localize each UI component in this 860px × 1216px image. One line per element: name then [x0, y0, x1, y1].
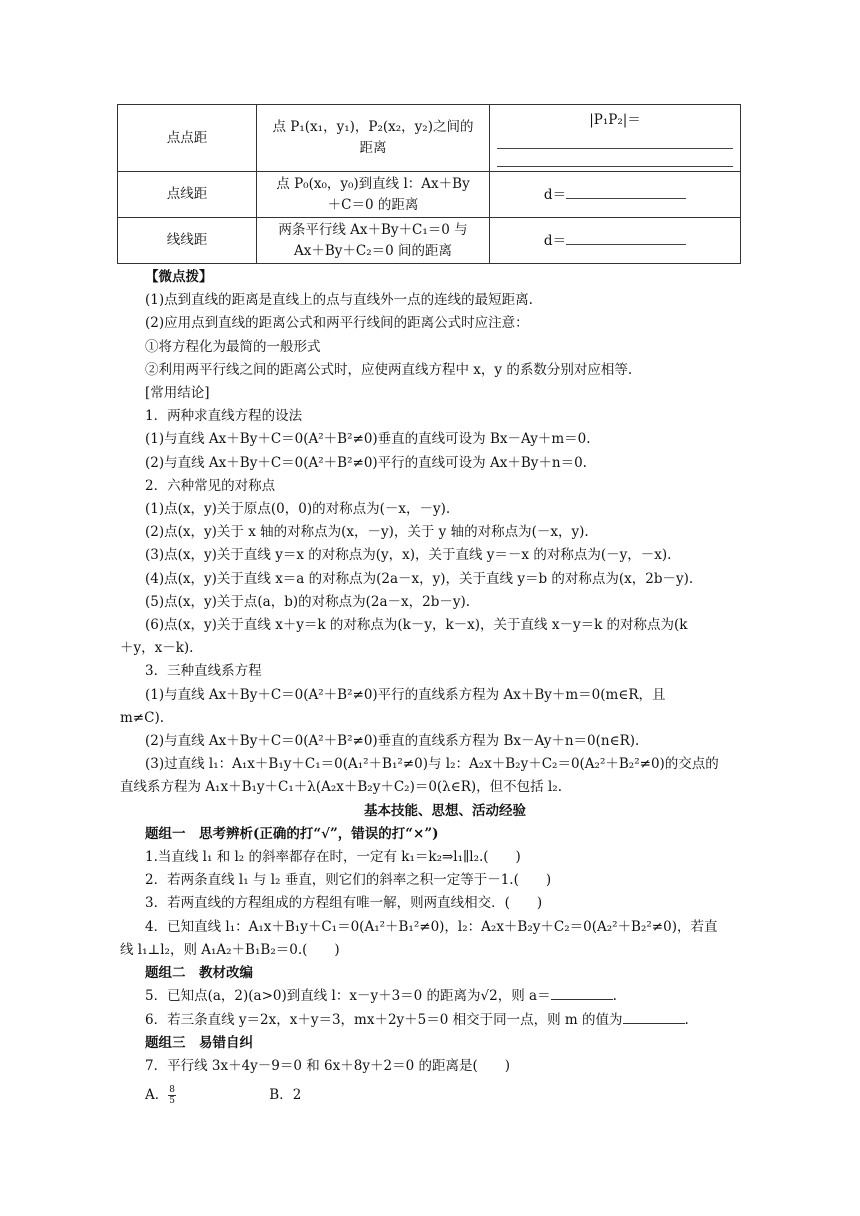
row-formula: d＝	[490, 218, 741, 264]
answer-blank	[551, 987, 613, 1000]
row-condition: 两条平行线 Ax＋By＋C₁＝0 与 Ax＋By＋C₂＝0 间的距离	[257, 218, 490, 264]
answer-blank	[566, 184, 686, 199]
conclusion-item: (4)点(x，y)关于直线 x＝a 的对称点为(2a－x，y)，关于直线 y＝b 的对称点为(x，2b－y).	[145, 570, 694, 587]
section-heading: 基本技能、思想、活动经验	[364, 802, 526, 819]
question-options	[145, 1084, 745, 1107]
fraction: $\frac{8}{5}$	[169, 1085, 175, 1107]
tip-item: (2)应用点到直线的距离公式和两平行线间的距离公式时应注意：	[145, 315, 529, 332]
row-formula: |P₁P₂|＝	[490, 105, 741, 172]
option-b: B．2	[269, 1087, 302, 1104]
row-formula: d＝	[490, 172, 741, 218]
conclusion-item: (6)点(x，y)关于直线 x＋y＝k 的对称点为(k－y，k－x)，关于直线 x－y＝k 的对称点为(k	[145, 617, 688, 634]
tip-item: ②利用两平行线之间的距离公式时，应使两直线方程中 x，y 的系数分别对应相等.	[145, 361, 633, 378]
answer-blank	[566, 230, 686, 245]
table-row	[118, 172, 741, 218]
answer-blank	[497, 134, 733, 149]
row-condition: 点 P₁(x₁，y₁)，P₂(x₂，y₂)之间的 距离	[257, 105, 490, 172]
question-item: 6．若三条直线 y＝2x，x＋y＝3，mx＋2y＋5＝0 相交于同一点，则 m 的值为 .	[145, 1011, 689, 1028]
table-row	[118, 218, 741, 264]
conclusion-item: (2)与直线 Ax＋By＋C＝0(A²＋B²≠0)平行的直线可设为 Ax＋By＋n＝0.	[145, 454, 587, 471]
section-title: 1．两种求直线方程的设法	[145, 408, 303, 425]
row-condition: 点 P₀(x₀，y₀)到直线 l：Ax＋By ＋C＝0 的距离	[257, 172, 490, 218]
conclusion-item: (2)与直线 Ax＋By＋C＝0(A²＋B²≠0)垂直的直线系方程为 Bx－Ay＋n＝0(n∈R).	[145, 733, 640, 750]
answer-blank	[623, 1011, 685, 1024]
question-item: 4．已知直线 l₁：A₁x＋B₁y＋C₁＝0(A₁²＋B₁²≠0)，l₂：A₂x＋B₂y＋C₂＝0(A₂²＋B₂²≠0)，若直	[145, 918, 718, 935]
distance-formula-table	[117, 104, 741, 264]
question-item: 2．若两条直线 l₁ 与 l₂ 垂直，则它们的斜率之积一定等于－1.( )	[145, 872, 552, 889]
group-title: 题组一 思考辨析(正确的打“√”，错误的打“×”)	[145, 825, 439, 842]
conclusion-item: (3)点(x，y)关于直线 y＝x 的对称点为(y，x)，关于直线 y＝－x 的对称点为(－y，－x).	[145, 547, 672, 564]
tip-item: (1)点到直线的距离是直线上的点与直线外一点的连线的最短距离.	[145, 292, 533, 309]
question-item: 1.当直线 l₁ 和 l₂ 的斜率都存在时，一定有 k₁＝k₂⇒l₁∥l₂.( )	[145, 849, 521, 866]
question-item: 3．若两直线的方程组成的方程组有唯一解，则两直线相交．( )	[145, 895, 543, 912]
conclusion-item: (3)过直线 l₁：A₁x＋B₁y＋C₁＝0(A₁²＋B₁²≠0)与 l₂：A₂x＋B₂y＋C₂＝0(A₂²＋B₂²≠0)的交点的	[145, 756, 719, 773]
row-name: 点点距	[118, 105, 257, 172]
group-title: 题组二 教材改编	[145, 965, 253, 982]
row-name: 点线距	[118, 172, 257, 218]
section-title: 2．六种常见的对称点	[145, 477, 276, 494]
question-item: 7．平行线 3x＋4y－9＝0 和 6x＋8y＋2＝0 的距离是( )	[145, 1057, 510, 1074]
conclusion-item: (1)与直线 Ax＋By＋C＝0(A²＋B²≠0)垂直的直线可设为 Bx－Ay＋m＝0.	[145, 431, 591, 448]
tip-item: ①将方程化为最简的一般形式	[145, 338, 321, 355]
conclusion-item: (1)与直线 Ax＋By＋C＝0(A²＋B²≠0)平行的直线系方程为 Ax＋By＋m＝0(m∈R，且	[145, 686, 666, 703]
main-content	[120, 266, 745, 1107]
conclusion-item-continued: m≠C).	[120, 709, 165, 726]
conclusions-heading: [常用结论]	[145, 385, 210, 402]
conclusion-item-continued: ＋y，x－k).	[120, 640, 194, 657]
group-title: 题组三 易错自纠	[145, 1034, 253, 1051]
row-name: 线线距	[118, 218, 257, 264]
tips-heading: 【微点拨】	[145, 269, 213, 285]
conclusion-item: (1)点(x，y)关于原点(0，0)的对称点为(－x，－y).	[145, 501, 451, 518]
conclusion-item: (5)点(x，y)关于点(a，b)的对称点为(2a－x，2b－y).	[145, 593, 471, 610]
conclusion-item: (2)点(x，y)关于 x 轴的对称点为(x，－y)，关于 y 轴的对称点为(－x，y).	[145, 524, 589, 541]
conclusion-item-continued: 直线系方程为 A₁x＋B₁y＋C₁＋λ(A₂x＋B₂y＋C₂)＝0(λ∈R)，但不包括 l₂.	[120, 779, 562, 796]
answer-blank	[497, 152, 733, 167]
question-item: 5．已知点(a，2)(a>0)到直线 l：x－y＋3＝0 的距离为√2，则 a＝ .	[145, 988, 617, 1005]
section-title: 3．三种直线系方程	[145, 663, 262, 680]
question-item-continued: 线 l₁⊥l₂，则 A₁A₂＋B₁B₂＝0.( )	[120, 941, 340, 958]
option-a: A． $\frac{8}{5}$	[145, 1085, 175, 1107]
table-row	[118, 105, 741, 172]
